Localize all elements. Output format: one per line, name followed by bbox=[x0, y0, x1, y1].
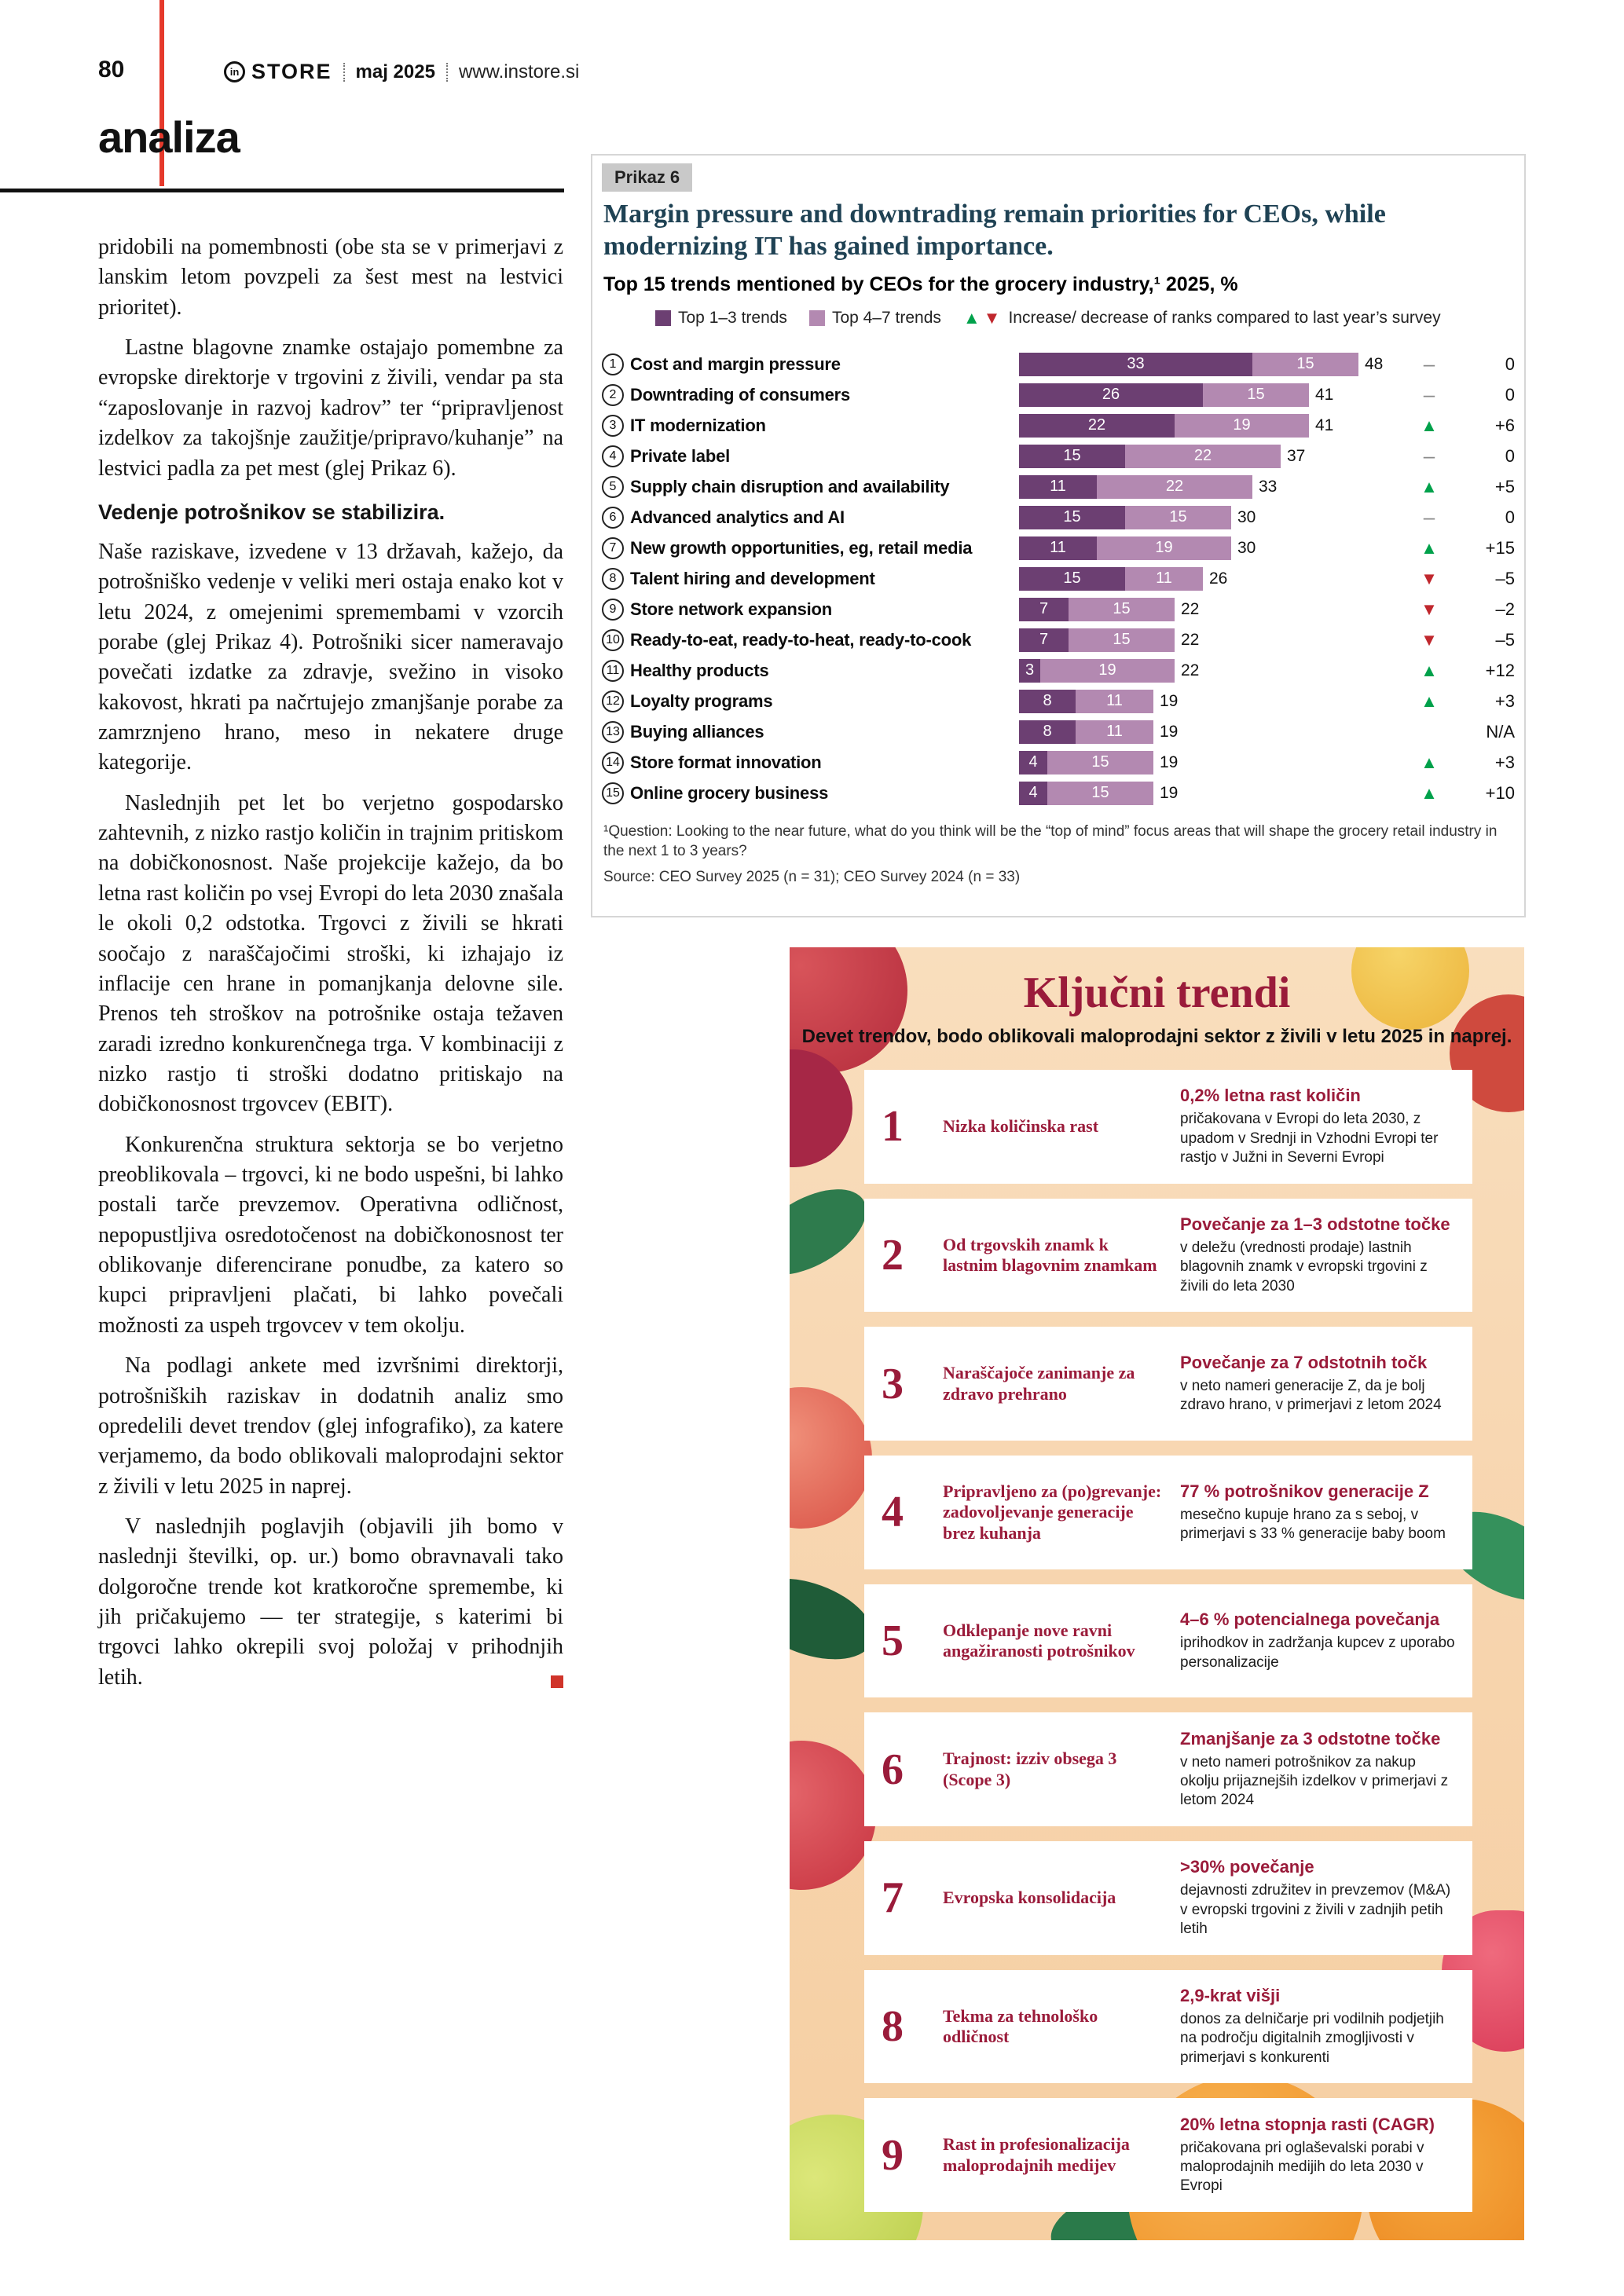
chart-row bbox=[602, 655, 1518, 686]
exhibit-panel bbox=[591, 154, 1526, 917]
bar-group bbox=[1019, 751, 1407, 774]
trend-title: Evropska konsolidacija bbox=[943, 1888, 1116, 1908]
trend-title: Nizka količinska rast bbox=[943, 1116, 1099, 1137]
trend-number: 6 bbox=[882, 1745, 904, 1794]
trend-desc: donos za delničarje pri vodilnih podjetjih na področju digitalnih zmogljivosti v primerjavi s konkurenti bbox=[1180, 2011, 1444, 2066]
bar-top47: 19 bbox=[1175, 414, 1309, 438]
article-paragraph: Naše raziskave, izvedene v 13 državah, kažejo, da potrošniško vedenje v veliki meri ostaja enako kot v letu 2024, z omejenimi spremembami v vzorcih porabe (glej Prikaz 4). Potrošniki sicer nameravajo povečati izdatke za zdravje, svežino in visoko kakovost, hkrati pa načrtujejo zmanjšanje porabe za zamrznjeno hrano, meso in nekatere druge kategorije. bbox=[98, 539, 563, 775]
article-subhead: Vedenje potrošnikov se stabilizira. bbox=[98, 500, 445, 524]
rank-badge: 11 bbox=[602, 660, 624, 682]
bar-top47: 11 bbox=[1125, 567, 1203, 591]
bar-total: 33 bbox=[1259, 477, 1278, 496]
rank-up-icon: ▲ bbox=[962, 308, 981, 328]
trend-detail bbox=[1180, 1729, 1455, 1811]
trend-number: 7 bbox=[882, 1873, 904, 1923]
bar-total: 30 bbox=[1237, 507, 1256, 526]
rank-badge: 2 bbox=[602, 384, 624, 406]
chart-row bbox=[602, 716, 1518, 747]
trend-label: Store network expansion bbox=[630, 599, 833, 619]
rank-change-icon: ▲ bbox=[1421, 415, 1438, 435]
bar-top13: 4 bbox=[1019, 751, 1047, 774]
bar-top13: 15 bbox=[1019, 567, 1125, 591]
brand-name: STORE bbox=[251, 60, 332, 83]
rank-change-icon: ▲ bbox=[1421, 476, 1438, 496]
article-paragraph: Konkurenčna struktura sektorja se bo verjetno preoblikovala – trgovci, ki ne bodo uspešni, bi lahko postali tarče prevzemov. Operativna odličnost, nepopustljiva osredotočenost na dobičkonosnost ter oblikovanje diferencirane ponudbe, za katero so kupci pripravljeni plačati, bi lahko povečali možnosti za uspeh trgovcev v tem okolju. bbox=[98, 1132, 563, 1338]
trend-stat: Zmanjšanje za 3 odstotne točke bbox=[1180, 1728, 1441, 1749]
chart-subtitle: Top 15 trends mentioned by CEOs for the grocery industry,¹ 2025, % bbox=[603, 273, 1238, 295]
chart-title: Margin pressure and downtrading remain priorities for CEOs, while modernizing IT has gained importance. bbox=[603, 200, 1386, 262]
bar-top47: 11 bbox=[1076, 720, 1153, 744]
trend-detail bbox=[1180, 1609, 1455, 1672]
chart-row bbox=[602, 349, 1518, 379]
bar-group bbox=[1019, 690, 1407, 713]
bar-group bbox=[1019, 598, 1407, 621]
rank-change-value: –2 bbox=[1495, 599, 1515, 619]
bar-total: 19 bbox=[1160, 783, 1179, 802]
trend-title: Odklepanje nove ravni angažiranosti potrošnikov bbox=[943, 1620, 1135, 1661]
bar-top47: 11 bbox=[1076, 690, 1153, 713]
trend-detail bbox=[1180, 1986, 1455, 2067]
rank-down-icon: ▼ bbox=[983, 308, 1001, 328]
rank-change-value: 0 bbox=[1505, 353, 1515, 374]
rank-change-value: +3 bbox=[1494, 690, 1515, 711]
bar-top13: 4 bbox=[1019, 782, 1047, 805]
article-paragraph: V naslednjih poglavjih (objavili jih bomo v naslednji številki, op. ur.) bomo obravnavali tako dolgoročne trende kot kratkoročne spremembe, ki jih pričakujemo — ter strategije, s katerimi bi trgovci lahko okrepili svoj položaj v prihodnjih letih. bbox=[98, 1514, 563, 1690]
bar-top13: 7 bbox=[1019, 598, 1069, 621]
trend-card bbox=[864, 1199, 1472, 1313]
trend-label: Private label bbox=[630, 445, 731, 466]
trend-desc: v deležu (vrednosti prodaje) lastnih blagovnih znamk v evropski trgovini z živili do leta 2030 bbox=[1180, 1240, 1428, 1294]
divider bbox=[446, 63, 448, 82]
trend-stat: 20% letna stopnja rasti (CAGR) bbox=[1180, 2114, 1435, 2134]
trend-detail bbox=[1180, 1214, 1455, 1296]
chart-row bbox=[602, 471, 1518, 502]
bar-total: 19 bbox=[1160, 722, 1179, 741]
bar-top47: 19 bbox=[1040, 659, 1175, 683]
trend-title: Od trgovskih znamk k lastnim blagovnim znamkam bbox=[943, 1234, 1157, 1275]
website-url: www.instore.si bbox=[458, 60, 580, 82]
trends-subtitle: Devet trendov, bodo oblikovali maloprodajni sektor z živili v letu 2025 in naprej. bbox=[801, 1026, 1512, 1047]
key-trends-panel bbox=[790, 947, 1524, 2240]
rank-change-value: 0 bbox=[1505, 384, 1515, 405]
trend-label: New growth opportunities, eg, retail media bbox=[630, 537, 973, 558]
trend-label: Downtrading of consumers bbox=[630, 384, 850, 405]
trend-number: 3 bbox=[882, 1359, 904, 1408]
article-paragraph: Lastne blagovne znamke ostajajo pomembne za evropske direktorje v trgovini z živili, vendar pa sta “zaposlovanje in razvoj kadrov” ter “pripravljenost izdelkov za takojšnje zaužitje/pripravo/kuhanje” na lestvici padla za pet mest (glej Prikaz 6). bbox=[98, 335, 563, 481]
trend-card bbox=[864, 1970, 1472, 2084]
trend-label: Cost and margin pressure bbox=[630, 353, 841, 374]
chart-row bbox=[602, 624, 1518, 655]
fruit-peach-icon bbox=[790, 1387, 872, 1529]
trend-desc: mesečno kupuje hrano za s seboj, v primerjavi s 33 % generacije baby boom bbox=[1180, 1506, 1446, 1542]
bar-total: 41 bbox=[1315, 385, 1334, 404]
trend-detail bbox=[1180, 1481, 1455, 1544]
rank-badge: 7 bbox=[602, 537, 624, 559]
bar-top13: 11 bbox=[1019, 475, 1097, 499]
rank-change-icon: ▼ bbox=[1421, 568, 1438, 588]
rank-change-value: –5 bbox=[1495, 568, 1515, 588]
trend-desc: pričakovana pri oglaševalski porabi v maloprodajnih medijih do leta 2030 v Evropi bbox=[1180, 2139, 1424, 2195]
rank-change-value: 0 bbox=[1505, 445, 1515, 466]
bar-top13: 11 bbox=[1019, 536, 1097, 560]
bar-top13: 8 bbox=[1019, 720, 1076, 744]
trend-card bbox=[864, 1070, 1472, 1184]
bar-group bbox=[1019, 536, 1407, 560]
rank-badge: 3 bbox=[602, 415, 624, 437]
trend-stat: 4–6 % potencialnega povečanja bbox=[1180, 1609, 1440, 1630]
bar-total: 26 bbox=[1209, 569, 1228, 588]
trend-desc: v neto nameri generacije Z, da je bolj zdravo hrano, v primerjavi z letom 2024 bbox=[1180, 1377, 1442, 1414]
chart-footnote: ¹Question: Looking to the near future, what do you think will be the “top of mind” focus areas that will shape the grocery retail industry in the next 1 to 3 years? bbox=[603, 823, 1498, 860]
bar-top47: 22 bbox=[1097, 475, 1252, 499]
bar-group bbox=[1019, 659, 1407, 683]
bar-total: 37 bbox=[1287, 446, 1306, 465]
bar-top47: 22 bbox=[1125, 445, 1281, 468]
chart-rows bbox=[602, 349, 1518, 808]
trend-stat: 2,9-krat višji bbox=[1180, 1986, 1281, 2006]
rank-change-icon: ▲ bbox=[1421, 537, 1438, 558]
chart-row bbox=[602, 533, 1518, 563]
trend-card bbox=[864, 1456, 1472, 1569]
trend-label: Loyalty programs bbox=[630, 690, 773, 711]
bar-total: 41 bbox=[1315, 416, 1334, 434]
series1-label: Top 1–3 trends bbox=[678, 309, 787, 327]
rank-change-icon: ▼ bbox=[1421, 629, 1438, 650]
trend-label: Advanced analytics and AI bbox=[630, 507, 845, 527]
trend-card bbox=[864, 1327, 1472, 1441]
trend-number: 2 bbox=[882, 1231, 904, 1280]
trend-stat: >30% povečanje bbox=[1180, 1857, 1314, 1877]
bar-top47: 15 bbox=[1203, 383, 1309, 407]
trend-label: Buying alliances bbox=[630, 721, 764, 742]
bar-top13: 15 bbox=[1019, 506, 1125, 529]
chart-row bbox=[602, 563, 1518, 594]
bar-total: 48 bbox=[1365, 354, 1384, 373]
page-number: 80 bbox=[98, 57, 125, 82]
trend-label: Talent hiring and development bbox=[630, 568, 875, 588]
exhibit-label: Prikaz 6 bbox=[602, 163, 692, 192]
rank-badge: 14 bbox=[602, 752, 624, 774]
trend-number: 1 bbox=[882, 1102, 904, 1152]
chart-row bbox=[602, 594, 1518, 624]
chart-row bbox=[602, 747, 1518, 778]
rank-change-icon: – bbox=[1423, 352, 1435, 375]
bar-top47: 15 bbox=[1047, 751, 1153, 774]
section-title: analiza bbox=[98, 112, 240, 162]
rank-change-value: +3 bbox=[1494, 752, 1515, 772]
trend-detail bbox=[1180, 1353, 1455, 1415]
trend-detail bbox=[1180, 1857, 1455, 1939]
divider bbox=[343, 63, 345, 82]
trend-detail bbox=[1180, 1086, 1455, 1167]
series1-swatch bbox=[655, 310, 671, 326]
masthead bbox=[224, 60, 579, 84]
rank-change-value: +5 bbox=[1494, 476, 1515, 496]
article-end-marker bbox=[551, 1675, 563, 1688]
trend-title: Trajnost: izziv obsega 3 (Scope 3) bbox=[943, 1749, 1117, 1789]
rank-badge: 9 bbox=[602, 599, 624, 621]
trend-card bbox=[864, 2098, 1472, 2212]
rank-change-value: 0 bbox=[1505, 507, 1515, 527]
trend-desc: v neto nameri potrošnikov za nakup okolju prijaznejših izdelkov v primerjavi z letom 2024 bbox=[1180, 1753, 1449, 1809]
bar-group bbox=[1019, 567, 1407, 591]
rank-badge: 6 bbox=[602, 507, 624, 529]
article-paragraph: Naslednjih pet let bo verjetno gospodarsko zahtevnih, z nizko rastjo količin in trajnim pritiskom na dobičkonosnost. Naše projekcije kažejo, da bo letna rast količin po vsej Evropi do leta 2030 znašala le okoli 0,2 odstotka. Trgovci z živili se hkrati soočajo z naraščajočimi stroški, ki izhajajo iz inflacije cen hrane in pomanjkanja delovne sile. Prenos teh stroškov na potrošnike ostaja težaven zaradi izredno konkurenčnega trga. V kombinaciji z nizko rastjo ti stroški dodatno pritiskajo na dobičkonosnost trgovcev (EBIT). bbox=[98, 790, 563, 1117]
bar-group bbox=[1019, 628, 1407, 652]
bar-top47: 15 bbox=[1069, 598, 1175, 621]
trend-number: 9 bbox=[882, 2130, 904, 2180]
rank-change-value: +15 bbox=[1485, 537, 1515, 558]
trend-title: Rast in profesionalizacija maloprodajnih medijev bbox=[943, 2134, 1130, 2175]
trend-stat: 0,2% letna rast količin bbox=[1180, 1086, 1361, 1106]
trend-label: Store format innovation bbox=[630, 752, 822, 772]
trend-cards bbox=[864, 1070, 1472, 2212]
bar-group bbox=[1019, 414, 1407, 438]
bar-group bbox=[1019, 445, 1407, 468]
series2-label: Top 4–7 trends bbox=[831, 309, 941, 327]
bar-group bbox=[1019, 782, 1407, 805]
bar-total: 30 bbox=[1237, 538, 1256, 557]
arrows-legend-label: Increase/ decrease of ranks compared to last year’s survey bbox=[1008, 309, 1441, 327]
article-paragraph: Na podlagi ankete med izvršnimi direktorji, potrošniških raziskav in dodatnih analiz smo opredelili devet trendov (glej infografiko), za katere verjamemo, da bodo oblikovali maloprodajni sektor z živili v letu 2025 in naprej. bbox=[98, 1353, 563, 1499]
rank-badge: 13 bbox=[602, 721, 624, 743]
issue-date: maj 2025 bbox=[355, 60, 435, 82]
trend-label: Ready-to-eat, ready-to-heat, ready-to-cook bbox=[630, 629, 972, 650]
bar-group bbox=[1019, 383, 1407, 407]
section-rule bbox=[0, 189, 564, 192]
rank-change-value: +12 bbox=[1485, 660, 1515, 680]
bar-top47: 15 bbox=[1069, 628, 1175, 652]
trend-desc: iprihodkov in zadržanja kupcev z uporabo personalizacije bbox=[1180, 1635, 1455, 1671]
fruit-apple-icon bbox=[790, 1741, 876, 1890]
rank-change-value: +6 bbox=[1494, 415, 1515, 435]
trend-stat: Povečanje za 1–3 odstotne točke bbox=[1180, 1214, 1450, 1235]
trend-label: Healthy products bbox=[630, 660, 769, 680]
trend-card bbox=[864, 1584, 1472, 1698]
bar-top13: 33 bbox=[1019, 353, 1252, 376]
rank-change-icon: ▼ bbox=[1421, 599, 1438, 619]
rank-badge: 1 bbox=[602, 353, 624, 375]
trend-desc: dejavnosti združitev in prevzemov (M&A) v evropski trgovini z živili v zadnjih petih letih bbox=[1180, 1882, 1451, 1938]
trend-title: Naraščajoče zanimanje za zdravo prehrano bbox=[943, 1363, 1135, 1404]
trend-detail bbox=[1180, 2115, 1455, 2196]
trend-card bbox=[864, 1841, 1472, 1955]
rank-change-icon: ▲ bbox=[1421, 660, 1438, 680]
bar-top13: 15 bbox=[1019, 445, 1125, 468]
rank-change-icon: ▲ bbox=[1421, 782, 1438, 803]
chart-legend bbox=[655, 308, 1441, 328]
trend-number: 4 bbox=[882, 1488, 904, 1537]
bar-group bbox=[1019, 506, 1407, 529]
bar-top13: 7 bbox=[1019, 628, 1069, 652]
series2-swatch bbox=[809, 310, 825, 326]
rank-badge: 5 bbox=[602, 476, 624, 498]
bar-top47: 15 bbox=[1252, 353, 1358, 376]
bar-group bbox=[1019, 353, 1407, 376]
rank-badge: 15 bbox=[602, 782, 624, 804]
bar-group bbox=[1019, 475, 1407, 499]
trend-title: Tekma za tehnološko odličnost bbox=[943, 2005, 1098, 2047]
rank-badge: 8 bbox=[602, 568, 624, 590]
trend-card bbox=[864, 1712, 1472, 1826]
rank-badge: 4 bbox=[602, 445, 624, 467]
chart-row bbox=[602, 686, 1518, 716]
chart-row bbox=[602, 502, 1518, 533]
trend-title: Pripravljeno za (po)grevanje: zadovoljevanje generacije brez kuhanja bbox=[943, 1481, 1162, 1543]
bar-top13: 8 bbox=[1019, 690, 1076, 713]
chart-row bbox=[602, 778, 1518, 808]
article-body bbox=[98, 233, 563, 1703]
article-paragraph: pridobili na pomembnosti (obe sta se v primerjavi z lanskim letom povzpeli za šest mest na lestvici prioritet). bbox=[98, 235, 563, 320]
bar-top47: 15 bbox=[1125, 506, 1231, 529]
bar-total: 22 bbox=[1181, 630, 1200, 649]
trend-stat: 77 % potrošnikov generacije Z bbox=[1180, 1481, 1429, 1501]
rank-badge: 10 bbox=[602, 629, 624, 651]
bar-total: 19 bbox=[1160, 753, 1179, 771]
bar-total: 22 bbox=[1181, 599, 1200, 618]
rank-change-icon: ▲ bbox=[1421, 752, 1438, 772]
rank-change-value: +10 bbox=[1485, 782, 1515, 803]
trend-desc: pričakovana v Evropi do leta 2030, z upadom v Srednji in Vzhodni Evropi ter rastjo v Južni in Severni Evropi bbox=[1180, 1111, 1439, 1166]
trend-number: 5 bbox=[882, 1617, 904, 1666]
bar-top47: 19 bbox=[1097, 536, 1231, 560]
rank-change-icon: – bbox=[1423, 505, 1435, 529]
rank-change-icon: – bbox=[1423, 383, 1435, 406]
rank-change-icon: – bbox=[1423, 444, 1435, 467]
bar-group bbox=[1019, 720, 1407, 744]
rank-change-icon: ▲ bbox=[1421, 690, 1438, 711]
rank-badge: 12 bbox=[602, 690, 624, 712]
rank-change-value: –5 bbox=[1495, 629, 1515, 650]
chart-row bbox=[602, 410, 1518, 441]
trend-label: Supply chain disruption and availability bbox=[630, 476, 950, 496]
bar-top13: 26 bbox=[1019, 383, 1203, 407]
bar-top47: 15 bbox=[1047, 782, 1153, 805]
trend-number: 8 bbox=[882, 2002, 904, 2052]
bar-top13: 22 bbox=[1019, 414, 1175, 438]
trends-title: Ključni trendi bbox=[1023, 969, 1291, 1017]
bar-total: 22 bbox=[1181, 661, 1200, 679]
bar-top13: 3 bbox=[1019, 659, 1040, 683]
chart-row bbox=[602, 379, 1518, 410]
trend-label: Online grocery business bbox=[630, 782, 829, 803]
trend-stat: Povečanje za 7 odstotnih točk bbox=[1180, 1352, 1428, 1372]
chart-source: Source: CEO Survey 2025 (n = 31); CEO Survey 2024 (n = 33) bbox=[603, 869, 1021, 885]
chart-row bbox=[602, 441, 1518, 471]
bar-total: 19 bbox=[1160, 691, 1179, 710]
rank-change-value: N/A bbox=[1486, 721, 1515, 742]
trend-label: IT modernization bbox=[630, 415, 766, 435]
instore-logo-icon: in bbox=[224, 61, 245, 82]
